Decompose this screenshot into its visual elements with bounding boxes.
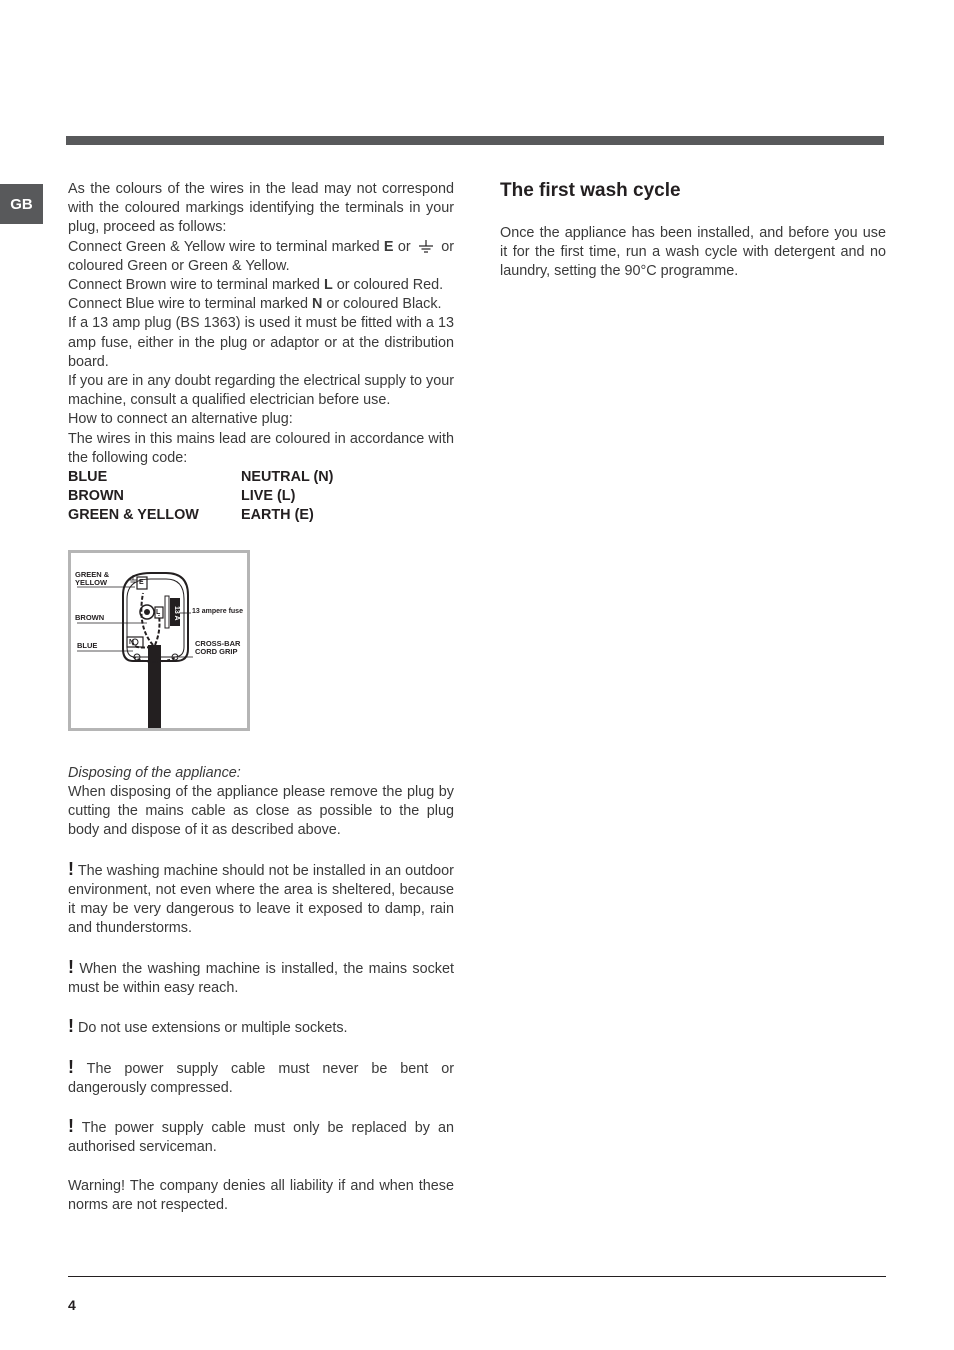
right-column [500, 178, 886, 282]
wire-colour-code-table [68, 468, 454, 526]
footer-rule [68, 1276, 886, 1277]
earth-symbol-icon [418, 240, 434, 253]
code-wire: BROWN [68, 488, 124, 505]
top-header-bar [66, 136, 884, 145]
alternative-plug-heading: How to connect an alternative plug: [68, 411, 293, 428]
warning-extensions: ! Do not use extensions or multiple sockets. [68, 1016, 348, 1037]
electrician-advice: If you are in any doubt regarding the electrical supply to your machine, consult a qualified electrician before use. [68, 373, 454, 409]
diagram-label-fuse: 13 ampere fuse [192, 607, 243, 615]
liability-warning: Warning! The company denies all liability if and when these norms are not respected. [68, 1177, 454, 1214]
disposal-heading: Disposing of the appliance: [68, 764, 241, 781]
warning-outdoor: ! The washing machine should not be installed in an outdoor environment, not even where the area is sheltered, because it may be very dangerous to leave it exposed to damp, rain and thunderstorms. [68, 858, 454, 937]
colour-code-intro: The wires in this mains lead are coloured in accordance with the following code: [68, 430, 454, 466]
first-wash-text: Once the appliance has been installed, and before you use it for the first time, run a wash cycle with detergent and no laundry, setting the 90°C programme. [500, 225, 886, 280]
blue-instruction: Connect Blue wire to terminal marked N or coloured Black. [68, 296, 442, 313]
diagram-label-crossbar: CROSS-BAR CORD GRIP [195, 638, 241, 657]
first-wash-title: The first wash cycle [500, 180, 681, 201]
plug-wiring-diagram [68, 550, 250, 731]
terminal-n-label: N [129, 638, 135, 646]
page-number: 4 [68, 1297, 76, 1313]
warning-cable-replacement: ! The power supply cable must only be replaced by an authorised serviceman. [68, 1116, 454, 1156]
diagram-label-green-yellow: GREEN & YELLOW [75, 569, 110, 588]
code-terminal: LIVE (L) [241, 488, 296, 505]
terminal-e-label: E [139, 578, 144, 586]
code-terminal: NEUTRAL (N) [241, 469, 334, 486]
warning-socket-reach: ! When the washing machine is installed, the mains socket must be within easy reach. [68, 956, 454, 996]
language-tab: GB [0, 184, 43, 224]
wire-colours-intro: As the colours of the wires in the lead may not correspond with the coloured markings identifying the terminals in your plug, proceed as follows: [68, 181, 454, 236]
code-wire: BLUE [68, 469, 108, 486]
disposal-text: When disposing of the appliance please remove the plug by cutting the mains cable as close as possible to the plug body and dispose of it as described above. [68, 783, 454, 839]
fuse-rating-text: 13 A [173, 605, 180, 621]
left-column [68, 180, 454, 1215]
diagram-label-blue: BLUE [77, 640, 98, 650]
green-yellow-instruction: Connect Green & Yellow wire to terminal marked E or or coloured Green or Green & Yellow. [68, 238, 455, 274]
code-wire: GREEN & YELLOW [68, 507, 199, 524]
brown-instruction: Connect Brown wire to terminal marked L or coloured Red. [68, 277, 444, 294]
diagram-label-brown: BROWN [75, 612, 105, 622]
fuse-instruction: If a 13 amp plug (BS 1363) is used it must be fitted with a 13 amp fuse, either in the plug or adaptor or at the distribution board. [68, 315, 454, 370]
warning-cable-bent: ! The power supply cable must never be bent or dangerously compressed. [68, 1056, 454, 1096]
code-terminal: EARTH (E) [241, 507, 314, 524]
terminal-l-label: L [156, 608, 161, 616]
